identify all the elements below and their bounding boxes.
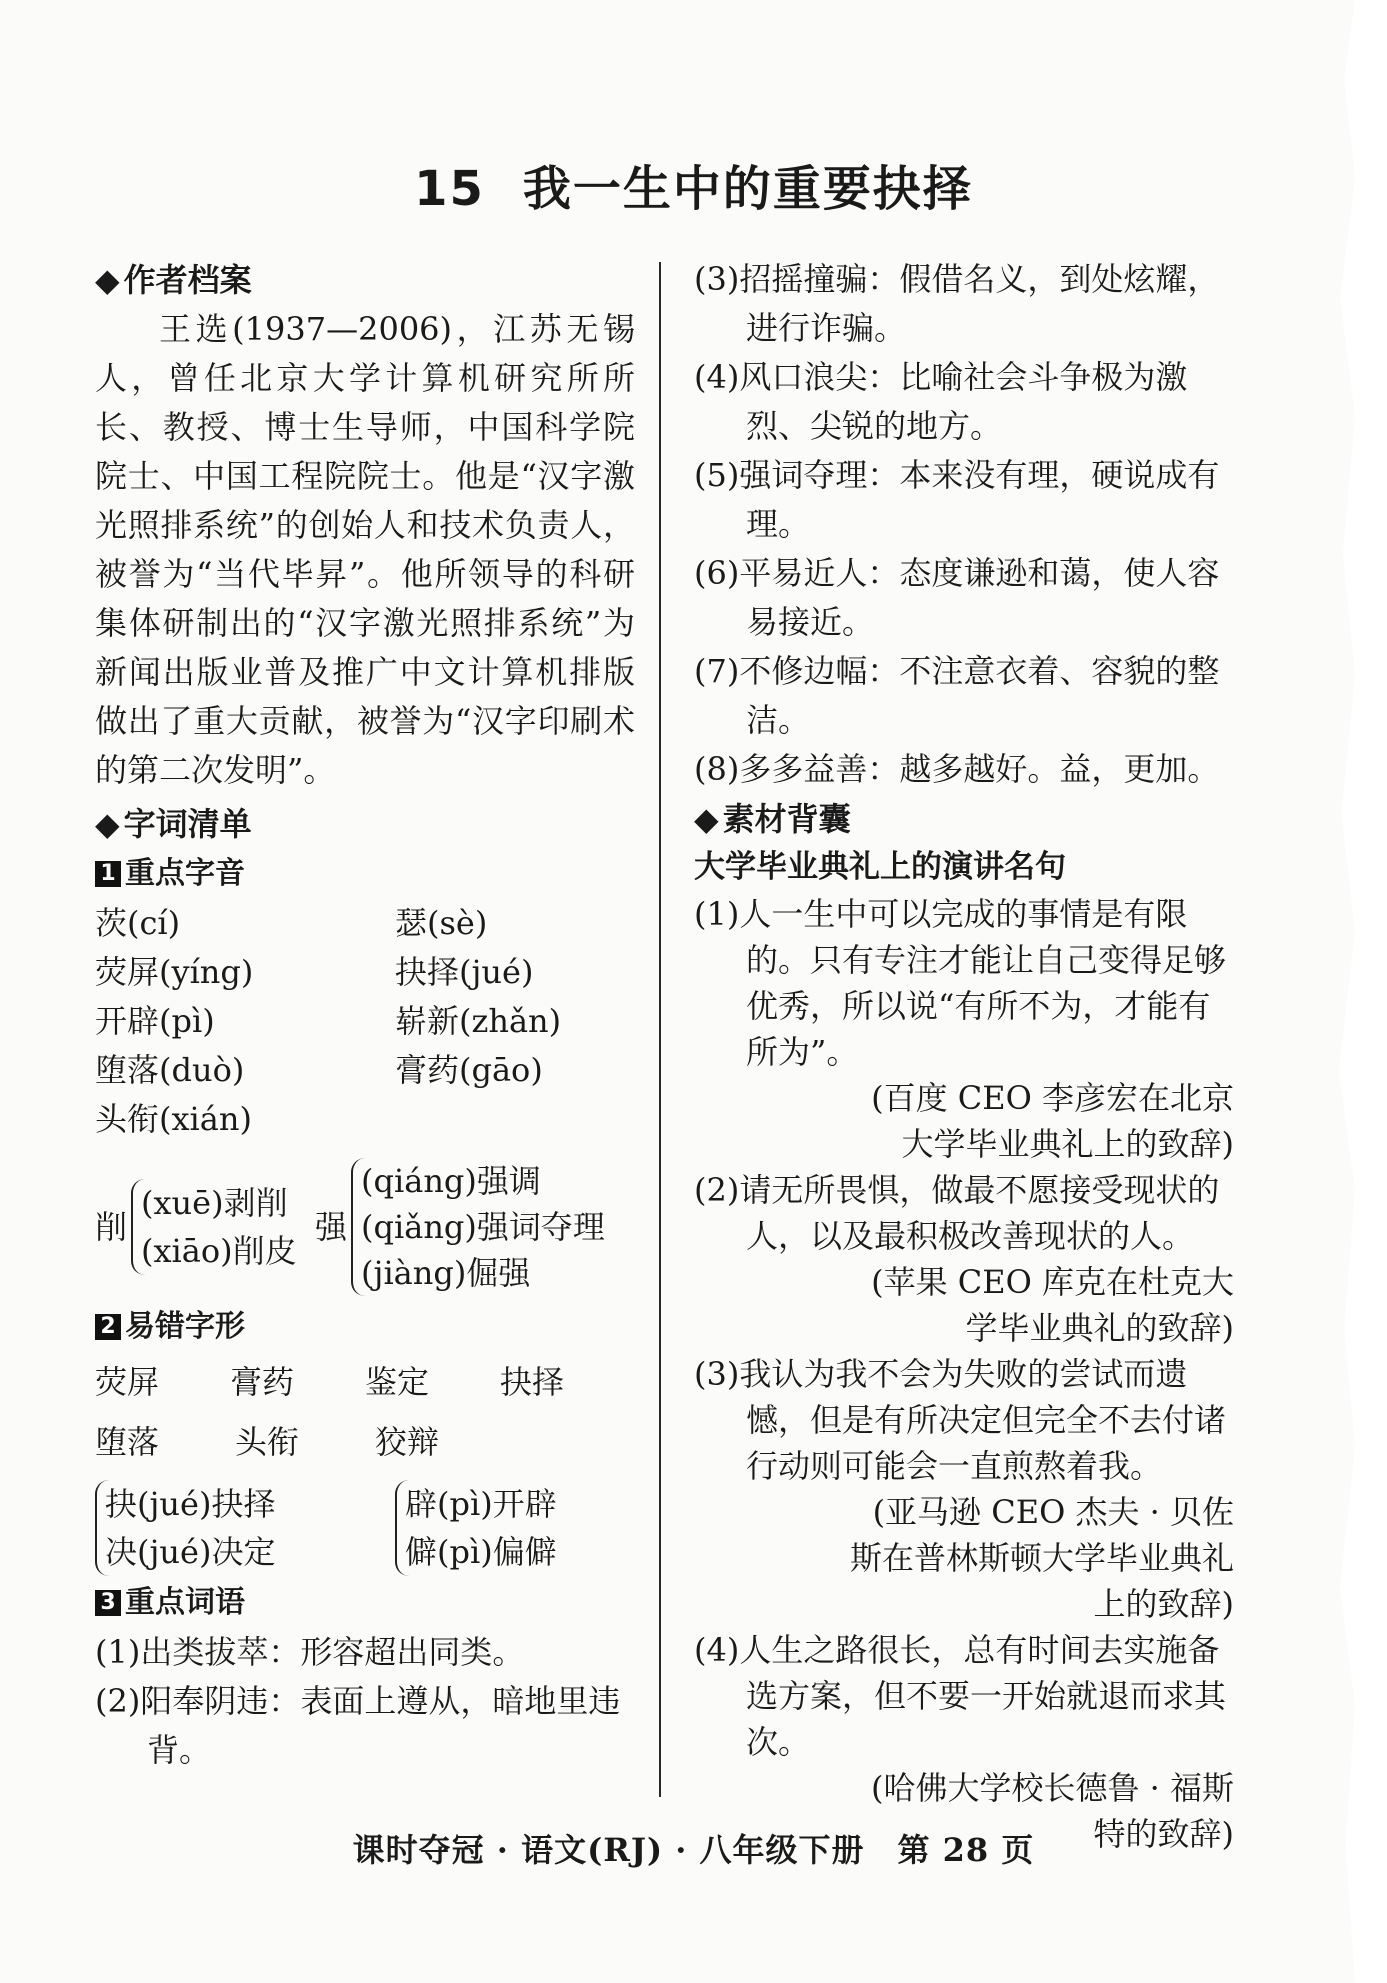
polyphone-block [95, 1158, 635, 1296]
section-wrong-chars: 2 易错字形 [95, 1302, 635, 1352]
wrong-char-item: 头衔 [235, 1423, 300, 1461]
column-divider [659, 262, 661, 1797]
author-heading: ◆ 作者档案 [95, 261, 252, 299]
lesson-number: 15 [414, 161, 485, 217]
pinyin-row [95, 997, 635, 1046]
wrong-chars-row [95, 1412, 635, 1472]
char-pair-group: 辟(pì)开辟 僻(pì)偏僻 [395, 1480, 635, 1576]
word-item: (7)不修边幅：不注意衣着、容貌的整洁。 [694, 652, 1220, 739]
right-column [694, 255, 1234, 1857]
word-item: (3)招摇撞骗：假借名义，到处炫耀，进行诈骗。 [694, 260, 1220, 347]
author-body: 王选(1937—2006)，江苏无锡人，曾任北京大学计算机研究所所长、教授、博士生导师，中国科学院院士、中国工程院院士。他是“汉字激光照排系统”的创始人和技术负责人，被誉为“当代毕昇”。他所领导的科研集体研制出的“汉字激光照排系统”为新闻出版业普及推广中文计算机排版做出了重大贡献，被誉为“汉字印刷术的第二次发明”。 [95, 310, 635, 789]
pinyin-item: 开辟(pì) [95, 1002, 215, 1040]
quote-source: (亚马逊 CEO 杰夫 · 贝佐斯在普林斯顿大学毕业典礼上的致辞) [849, 1493, 1234, 1623]
quote-source: (百度 CEO 李彦宏在北京大学毕业典礼上的致辞) [871, 1079, 1234, 1163]
diamond-icon: ◆ [95, 261, 120, 299]
pinyin-row [95, 1046, 635, 1095]
pinyin-row [95, 948, 635, 997]
char-pair-group: 抉(jué)抉择 决(jué)决定 [95, 1480, 355, 1576]
section-pronunciation: 1 重点字音 [95, 849, 635, 899]
lesson-title [0, 150, 1387, 219]
word-item: (4)风口浪尖：比喻社会斗争极为激烈、尖锐的地方。 [694, 358, 1188, 445]
diamond-icon: ◆ [694, 800, 719, 838]
diamond-icon: ◆ [95, 805, 120, 843]
pinyin-row [95, 899, 635, 948]
pinyin-item: 膏药(gāo) [395, 1051, 543, 1089]
wrong-char-item: 堕落 [95, 1423, 160, 1461]
material-heading: ◆ 素材背囊 [694, 800, 851, 838]
quote-text: (4)人生之路很长，总有时间去实施备选方案，但不要一开始就退而求其次。 [694, 1631, 1227, 1761]
pinyin-item: 茨(cí) [95, 904, 181, 942]
polyphone-group: (xuē)剥削 (xiāo)削皮 [131, 1179, 301, 1275]
wrong-char-item: 抉择 [500, 1363, 565, 1401]
lesson-title-text: 我一生中的重要抉择 [522, 161, 973, 217]
wrong-char-item: 荧屏 [95, 1363, 160, 1401]
word-item: (6)平易近人：态度谦逊和蔼，使人容易接近。 [694, 554, 1220, 641]
vocab-heading: ◆ 字词清单 [95, 805, 252, 843]
quote-text: (3)我认为我不会为失败的尝试而遗憾，但是有所决定但完全不去付诸行动则可能会一直煎熬着我。 [694, 1355, 1227, 1485]
number-badge: 3 [95, 1590, 121, 1616]
pinyin-item: 堕落(duò) [95, 1051, 245, 1089]
word-item: (1)出类拔萃：形容超出同类。 [95, 1633, 525, 1671]
pinyin-item: 瑟(sè) [395, 904, 488, 942]
polyphone-char: 削 [95, 1207, 128, 1246]
page-footer: 课时夺冠 · 语文(RJ) · 八年级下册 第 28 页 [352, 1831, 1035, 1869]
quote-text: (2)请无所畏惧，做最不愿接受现状的人，以及最积极改善现状的人。 [694, 1171, 1220, 1255]
pinyin-item: 抉择(jué) [395, 953, 534, 991]
wrong-char-item: 鉴定 [365, 1363, 430, 1401]
number-badge: 1 [95, 861, 121, 887]
quote-source: (苹果 CEO 库克在杜克大学毕业典礼的致辞) [871, 1263, 1234, 1347]
pinyin-item: 荧屏(yíng) [95, 953, 254, 991]
word-item: (5)强词夺理：本来没有理，硬说成有理。 [694, 456, 1220, 543]
word-item: (8)多多益善：越多越好。益，更加。 [694, 750, 1220, 788]
wrong-chars-row [95, 1352, 635, 1412]
quote-text: (1)人一生中可以完成的事情是有限的。只有专注才能让自己变得足够优秀，所以说“有所不为，才能有所为”。 [694, 895, 1227, 1071]
material-subheading: 大学毕业典礼上的演讲名句 [694, 849, 1066, 885]
polyphone-char: 强 [315, 1207, 348, 1246]
quote-source: (哈佛大学校长德鲁 · 福斯特的致辞) [870, 1769, 1234, 1853]
char-pairs [95, 1480, 635, 1576]
word-item: (2)阳奉阴违：表面上遵从，暗地里违背。 [95, 1682, 621, 1769]
pinyin-item: 头衔(xián) [95, 1100, 252, 1138]
left-column [95, 255, 635, 1775]
pinyin-row [95, 1095, 635, 1144]
pinyin-item: 崭新(zhǎn) [395, 1002, 562, 1040]
number-badge: 2 [95, 1314, 121, 1340]
pinyin-list [95, 899, 635, 1144]
polyphone-group: (qiáng)强调 (qiǎng)强词夺理 (jiàng)倔强 [351, 1158, 605, 1296]
wrong-char-item: 狡辩 [375, 1423, 440, 1461]
wrong-char-item: 膏药 [230, 1363, 295, 1401]
section-key-words: 3 重点词语 [95, 1578, 635, 1628]
